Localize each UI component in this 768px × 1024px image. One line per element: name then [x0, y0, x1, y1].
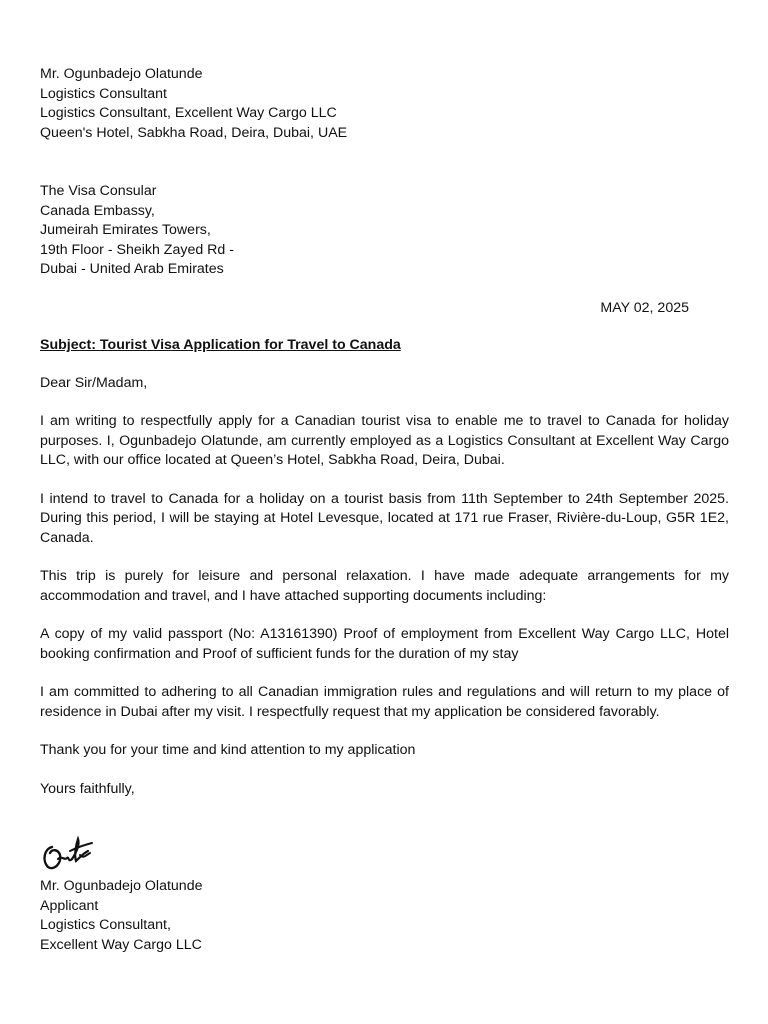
recipient-line-1: The Visa Consular — [40, 183, 157, 199]
salutation: Dear Sir/Madam, — [40, 374, 148, 391]
signoff-title: Applicant — [40, 897, 99, 914]
letter-subject: Subject: Tourist Visa Application for Travel to Canada — [40, 337, 401, 353]
sender-block — [40, 65, 729, 143]
paragraph-commitment: I am committed to adhering to all Canadian immigration rules and regulations and will return to my place of residence in Dubai after my visit. I respectfully request that my application be considered favorably. — [40, 684, 729, 720]
recipient-block — [40, 182, 729, 280]
paragraph-documents: A copy of my valid passport (No: A13161390) Proof of employment from Excellent Way Cargo LLC, Hotel booking confirmation and Proof of sufficient funds for the duration of my stay — [40, 626, 729, 662]
recipient-line-5: Dubai - United Arab Emirates — [40, 261, 224, 277]
recipient-line-2: Canada Embassy, — [40, 202, 155, 219]
signoff-company: Excellent Way Cargo LLC — [40, 936, 202, 953]
paragraph-intro: I am writing to respectfully apply for a Canadian tourist visa to enable me to travel to Canada for holiday purposes. I, Ogunbadejo Olatunde, am currently employed as a Logistics Consultant at Excellent Way Cargo LLC, with our office located at Queen’s Hotel, Sabkha Road, Deira, Dubai. — [40, 413, 729, 468]
letter-page — [40, 65, 729, 955]
recipient-line-3: Jumeirah Emirates Towers, — [40, 222, 211, 238]
sender-company: Logistics Consultant, Excellent Way Cargo LLC — [40, 105, 337, 121]
recipient-line-4: 19th Floor - Sheikh Zayed Rd - — [40, 241, 234, 258]
signoff-block — [40, 877, 729, 955]
letter-date: MAY 02, 2025 — [600, 299, 689, 316]
paragraph-purpose: This trip is purely for leisure and personal relaxation. I have made adequate arrangements for my accommodation and travel, and I have attached supporting documents including: — [40, 568, 729, 604]
sender-address: Queen's Hotel, Sabkha Road, Deira, Dubai, UAE — [40, 124, 348, 141]
paragraph-travel-plan: I intend to travel to Canada for a holiday on a tourist basis from 11th September to 24th September 2025. During this period, I will be staying at Hotel Levesque, located at 171 rue Fraser, Rivière-du-Loup, G5R 1E2, Canada. — [40, 490, 729, 546]
sender-name: Mr. Ogunbadejo Olatunde — [40, 66, 203, 82]
signoff-role: Logistics Consultant, — [40, 917, 171, 933]
thanks-line: Thank you for your time and kind attention to my application — [40, 742, 416, 758]
sender-role: Logistics Consultant — [40, 85, 167, 102]
closing-line: Yours faithfully, — [40, 780, 135, 797]
handwritten-signature-icon — [40, 825, 100, 875]
signoff-name: Mr. Ogunbadejo Olatunde — [40, 878, 203, 894]
